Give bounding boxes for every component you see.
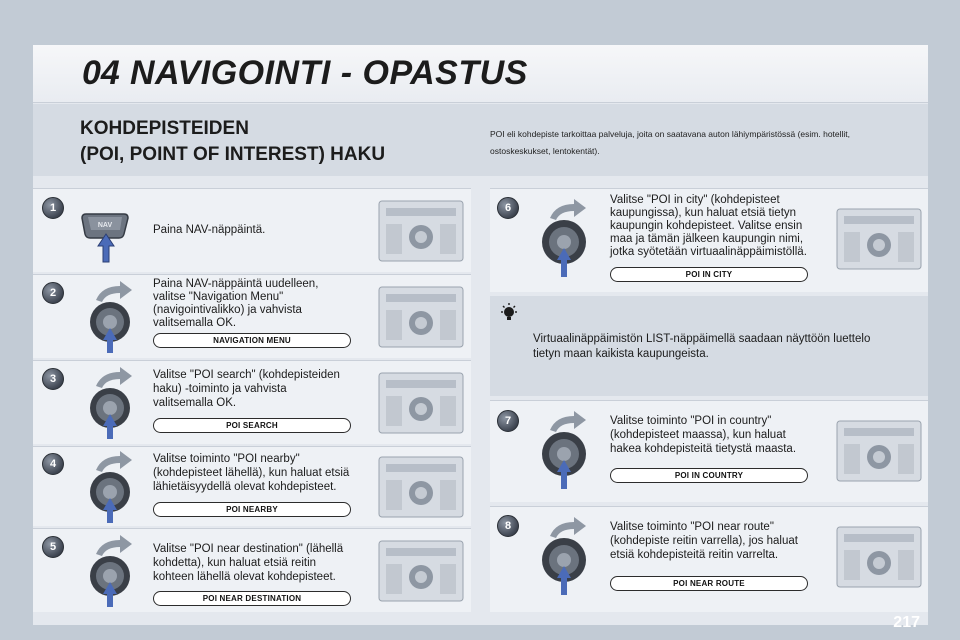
menu-option-navigation-menu[interactable]: NAVIGATION MENU: [153, 333, 351, 348]
menu-option-poi-in-country[interactable]: POI IN COUNTRY: [610, 468, 808, 483]
ok-knob-icon-3: [80, 364, 144, 440]
step-text-3: [153, 368, 378, 410]
chapter-number: 04: [82, 54, 120, 92]
step-badge-4: 4: [42, 453, 64, 475]
step-text-7: [610, 414, 835, 456]
step-badge-1: 1: [42, 197, 64, 219]
ok-knob-icon-4: [80, 448, 144, 524]
step-text-5: [153, 542, 378, 584]
step-text-2: [153, 278, 373, 330]
step-text-6: [610, 194, 835, 259]
step-5-line-3: kohteen lähellä olevat kohdepisteet.: [153, 571, 336, 583]
console-panel-icon-8: [836, 526, 922, 588]
ok-knob-icon-2: [80, 278, 144, 354]
step-8-line-2: (kohdepiste reitin varrella), jos haluat: [610, 535, 798, 547]
step-6-line-1: Valitse "POI in city" (kohdepisteet: [610, 194, 780, 206]
step-text-8: [610, 520, 835, 562]
section-title: [80, 116, 460, 168]
step-2-line-2: valitse "Navigation Menu": [153, 291, 284, 303]
step-3-line-2: haku) -toiminto ja vahvista: [153, 383, 287, 395]
info-line-1: Virtuaalinäppäimistön LIST-näppäimellä saadaan näyttöön luettelo: [533, 333, 871, 345]
step-badge-5: 5: [42, 536, 64, 558]
console-panel-icon-5: [378, 540, 464, 602]
step-2-line-4: valitsemalla OK.: [153, 317, 237, 329]
step-4-line-2: (kohdepisteet lähellä), kun haluat etsiä: [153, 467, 350, 479]
step-4-line-3: lähietäisyydellä olevat kohdepisteet.: [153, 481, 337, 493]
step-3-line-3: valitsemalla OK.: [153, 397, 237, 409]
console-panel-icon-6: [836, 208, 922, 270]
step-5-line-1: Valitse "POI near destination" (lähellä: [153, 543, 344, 555]
menu-option-poi-search[interactable]: POI SEARCH: [153, 418, 351, 433]
step-1-line-1: Paina NAV-näppäintä.: [153, 224, 266, 236]
console-panel-icon-3: [378, 372, 464, 434]
step-6-line-5: jotka syötetään virtuaalinäppäimistöllä.: [610, 246, 807, 258]
step-text-4: [153, 452, 378, 494]
ok-knob-icon-7: [534, 408, 598, 490]
ok-knob-icon-6: [534, 196, 598, 278]
step-6-line-4: maa ja tämän jälkeen kaupungin nimi,: [610, 233, 804, 245]
step-4-line-1: Valitse toiminto "POI nearby": [153, 453, 300, 465]
step-7-line-2: (kohdepisteet maassa), kun haluat: [610, 429, 786, 441]
step-8-line-3: etsiä kohdepisteitä reitin varrelta.: [610, 549, 779, 561]
info-text: [533, 332, 913, 362]
step-7-line-1: Valitse toiminto "POI in country": [610, 415, 772, 427]
step-2-line-3: (navigointivalikko) ja vahvista: [153, 304, 302, 316]
ok-knob-icon-5: [80, 532, 144, 608]
nav-key-press-icon: [78, 200, 134, 264]
ok-knob-icon-8: [534, 514, 598, 596]
menu-option-poi-nearby[interactable]: POI NEARBY: [153, 502, 351, 517]
console-panel-icon-7: [836, 420, 922, 482]
page-number: 217: [893, 614, 920, 631]
step-2-line-1: Paina NAV-näppäintä uudelleen,: [153, 278, 319, 290]
menu-option-poi-near-route[interactable]: POI NEAR ROUTE: [610, 576, 808, 591]
step-badge-3: 3: [42, 368, 64, 390]
step-6-line-2: kaupungissa), kun haluat etsiä tietyn: [610, 207, 797, 219]
step-badge-8: 8: [497, 515, 519, 537]
menu-option-poi-near-destination[interactable]: POI NEAR DESTINATION: [153, 591, 351, 606]
nav-key-label: NAV: [97, 222, 113, 229]
tip-lightbulb-icon: [498, 302, 520, 324]
step-badge-6: 6: [497, 197, 519, 219]
section-note: POI eli kohdepiste tarkoittaa palveluja, joita on saatavana auton lähiympäristössä (esim. hotellit, ostoskeskukset, lentokentät).: [490, 129, 851, 156]
console-panel-icon-4: [378, 456, 464, 518]
step-badge-7: 7: [497, 410, 519, 432]
step-badge-2: 2: [42, 282, 64, 304]
step-6-line-3: kaupungin kohdepisteet. Valitse ensin: [610, 220, 803, 232]
step-text-1: [153, 224, 373, 237]
step-3-line-1: Valitse "POI search" (kohdepisteiden: [153, 369, 340, 381]
section-title-line-2: (POI, POINT OF INTEREST) HAKU: [80, 144, 386, 165]
section-title-line-1: KOHDEPISTEIDEN: [80, 118, 249, 139]
console-panel-icon-1: [378, 200, 464, 262]
info-line-2: tietyn maan kaikista kaupungeista.: [533, 348, 709, 360]
step-8-line-1: Valitse toiminto "POI near route": [610, 521, 774, 533]
console-panel-icon-2: [378, 286, 464, 348]
menu-option-poi-in-city[interactable]: POI IN CITY: [610, 267, 808, 282]
step-5-line-2: kohdetta), kun haluat etsiä reitin: [153, 557, 317, 569]
chapter-title: NAVIGOINTI - OPASTUS: [130, 54, 528, 92]
step-7-line-3: hakea kohdepisteitä tietystä maasta.: [610, 443, 797, 455]
